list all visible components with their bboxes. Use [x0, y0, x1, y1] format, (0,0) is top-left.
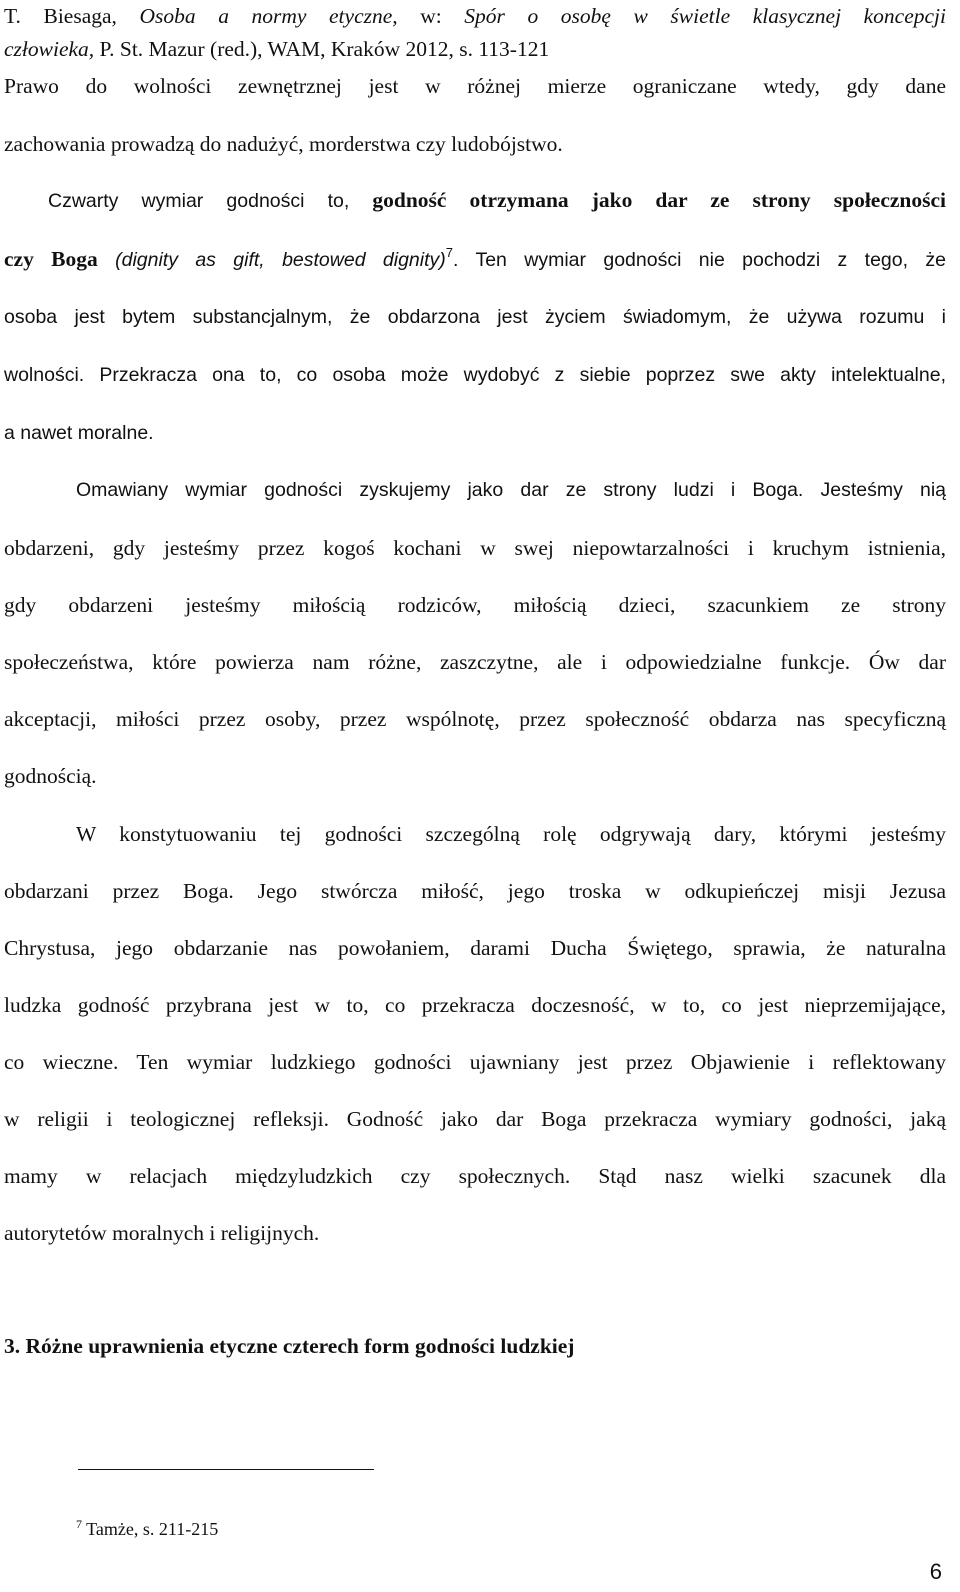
paragraph-4-line-2: obdarzani przez Boga. Jego stwórcza miłość, jego troska w odkupieńczej misji Jezusa	[4, 879, 946, 903]
paragraph-4-line-5: co wieczne. Ten wymiar ludzkiego godności ujawniany jest przez Objawienie i reflektowany	[4, 1050, 946, 1074]
paragraph-4-line-7: mamy w relacjach międzyludzkich czy społecznych. Stąd nasz wielki szacunek dla	[4, 1164, 946, 1188]
paragraph-2-bold-term-cont: czy Boga	[4, 247, 98, 271]
paragraph-2-line-3: osoba jest bytem substancjalnym, że obdarzona jest życiem świadomym, że używa rozumu i	[4, 306, 946, 328]
paragraph-3-line-4: społeczeństwa, które powierza nam różne, zaszczytne, ale i odpowiedzialne funkcje. Ów dar	[4, 650, 946, 674]
citation-author: T. Biesaga,	[4, 4, 140, 28]
paragraph-2-line-1	[48, 186, 946, 215]
citation-in: w:	[397, 4, 465, 28]
paragraph-1-line-1: Prawo do wolności zewnętrznej jest w różnej mierze ograniczane wtedy, gdy dane	[4, 74, 946, 98]
paragraph-1-line-2: zachowania prowadzą do nadużyć, morderstwa czy ludobójstwo.	[4, 132, 563, 156]
paragraph-2-line-4: wolności. Przekracza ona to, co osoba może wydobyć z siebie poprzez swe akty intelektualne,	[4, 364, 946, 386]
paragraph-3-line-1: Omawiany wymiar godności zyskujemy jako dar ze strony ludzi i Boga. Jesteśmy nią	[76, 479, 946, 501]
footnote-text: Tamże, s. 211-215	[82, 1519, 219, 1539]
paragraph-4-line-6: w religii i teologicznej refleksji. Godność jako dar Boga przekracza wymiary godności, jaką	[4, 1107, 946, 1131]
section-heading: 3. Różne uprawnienia etyczne czterech form godności ludzkiej	[4, 1334, 575, 1358]
paragraph-2-line-2-rest: . Ten wymiar godności nie pochodzi z tego, że	[453, 249, 946, 271]
citation-book-title: Spór o osobę w świetle klasycznej koncepcji	[464, 4, 946, 28]
citation-title: Osoba a normy etyczne,	[139, 4, 398, 28]
paragraph-2-line-5: a nawet moralne.	[4, 422, 154, 444]
footnote-number: 7	[76, 1517, 82, 1531]
paragraph-3-line-5: akceptacji, miłości przez osoby, przez wspólnotę, przez społeczność obdarza nas specyficzną	[4, 707, 946, 731]
paragraph-4-line-1: W konstytuowaniu tej godności szczególną rolę odgrywają dary, którymi jesteśmy	[76, 822, 946, 846]
footnote-separator	[78, 1469, 374, 1470]
footnote-reference: 7	[445, 245, 454, 260]
citation-line-2	[4, 35, 946, 63]
paragraph-2-intro: Czwarty wymiar godności to,	[48, 190, 373, 212]
page-number: 6	[929, 1559, 942, 1584]
footnote	[76, 1517, 218, 1541]
citation-line-1	[4, 2, 946, 30]
paragraph-3-line-2: obdarzeni, gdy jesteśmy przez kogoś kochani w swej niepowtarzalności i kruchym istnienia,	[4, 536, 946, 560]
paragraph-2-bold-term: godność otrzymana jako dar ze strony społeczności	[372, 188, 947, 212]
paragraph-3-line-3: gdy obdarzeni jesteśmy miłością rodziców, miłością dzieci, szacunkiem ze strony	[4, 593, 946, 617]
citation-publication: P. St. Mazur (red.), WAM, Kraków 2012, s. 113-121	[94, 37, 550, 61]
paragraph-2-english-term: (dignity as gift, bestowed dignity)	[97, 249, 446, 271]
paragraph-4-line-4: ludzka godność przybrana jest w to, co przekracza doczesność, w to, co jest nieprzemijające,	[4, 993, 946, 1017]
paragraph-2-line-2	[4, 245, 946, 274]
paragraph-4-line-8: autorytetów moralnych i religijnych.	[4, 1221, 320, 1245]
citation-book-title-cont: człowieka,	[4, 37, 95, 61]
paragraph-3-line-6: godnością.	[4, 764, 97, 788]
paragraph-4-line-3: Chrystusa, jego obdarzanie nas powołaniem, darami Ducha Świętego, sprawia, że naturalna	[4, 936, 946, 960]
